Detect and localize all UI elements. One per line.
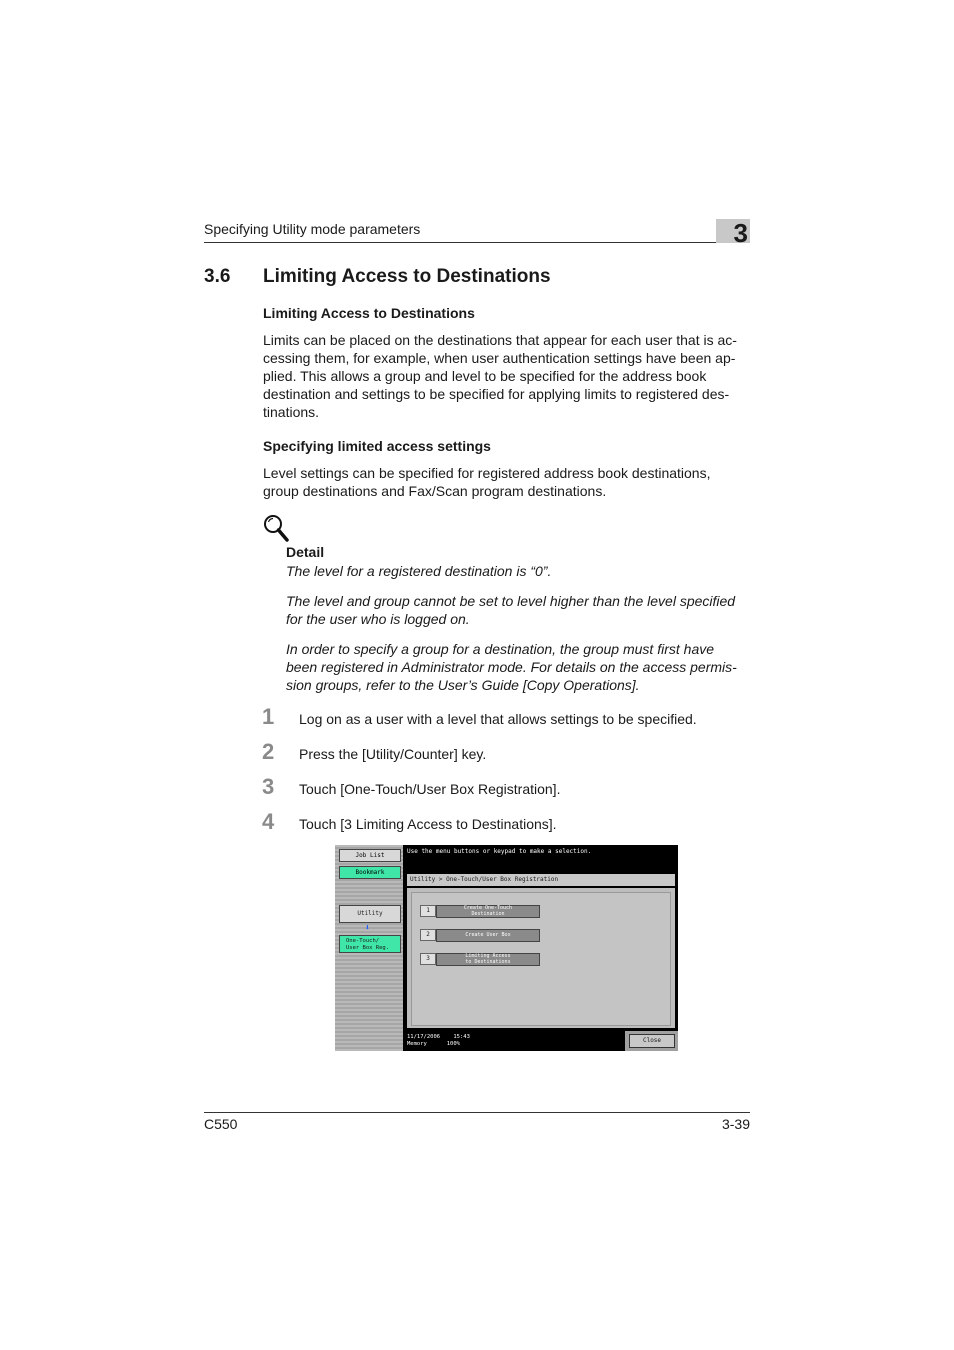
text-line: tinations. — [263, 404, 320, 420]
detail-label: Detail — [286, 544, 325, 560]
footer-rule — [204, 1112, 750, 1113]
section-title: Limiting Access to Destinations — [263, 266, 551, 287]
intro-paragraph — [263, 331, 751, 421]
settings-paragraph — [263, 464, 751, 500]
memory-value: 100% — [446, 1041, 460, 1047]
left-panel — [335, 845, 403, 1051]
text-line: destination and settings to be specified for applying limits to registered des- — [263, 386, 730, 402]
memory-label: Memory — [407, 1041, 427, 1047]
step-number: 3 — [262, 774, 275, 799]
step-text: Touch [One-Touch/User Box Registration]. — [299, 781, 561, 797]
button-label-line: Create User Box — [465, 932, 511, 938]
footer-page-number: 3-39 — [721, 1116, 750, 1132]
detail-note: The level for a registered destination is “0”. — [286, 563, 552, 579]
screen-message: Use the menu buttons or keypad to make a selection. — [407, 848, 592, 855]
step-number: 1 — [262, 704, 275, 729]
step-text: Log on as a user with a level that allows settings to be specified. — [299, 711, 697, 727]
button-label-line: User Box Reg. — [346, 945, 390, 951]
chapter-number-box — [716, 218, 750, 248]
step-number: 2 — [262, 739, 275, 764]
text-line: for the user who is logged on. — [286, 611, 470, 627]
close-button[interactable]: Close — [629, 1034, 675, 1048]
text-line: group destinations and Fax/Scan program destinations. — [263, 483, 607, 499]
menu-item-number: 1 — [420, 905, 436, 917]
text-line: sion groups, refer to the User’s Guide [Copy Operations]. — [286, 677, 640, 693]
button-label-line: Destination — [471, 910, 505, 917]
down-arrow-icon: ⬇ — [365, 923, 370, 932]
header-rule — [204, 242, 750, 243]
subsection-heading: Limiting Access to Destinations — [263, 305, 475, 321]
menu-item-number: 3 — [420, 953, 436, 965]
text-line: The level and group cannot be set to level higher than the level specified — [286, 593, 736, 609]
step-text: Press the [Utility/Counter] key. — [299, 746, 487, 762]
text-line: In order to specify a group for a destination, the group must first have — [286, 641, 715, 657]
button-label-line: Create One-Touch — [463, 905, 513, 911]
menu-list — [411, 892, 671, 1026]
chapter-number: 3 — [733, 218, 748, 248]
text-line: cessing them, for example, when user authentication settings have been ap- — [263, 350, 736, 366]
text-line: been registered in Administrator mode. For details on the access permis- — [286, 659, 737, 675]
button-label-line: Limiting Access — [465, 953, 511, 959]
status-bar — [405, 1034, 627, 1051]
create-onetouch-destination-button[interactable] — [436, 905, 540, 918]
menu-item-number: 2 — [420, 929, 436, 941]
detail-note — [286, 640, 752, 694]
button-label-line: to Destinations — [465, 958, 511, 965]
limiting-access-button[interactable] — [436, 953, 540, 966]
date-readout: 11/17/2006 — [407, 1034, 441, 1040]
magnifier-icon — [263, 514, 289, 542]
onetouch-userbox-button[interactable] — [339, 935, 401, 953]
subsection-heading: Specifying limited access settings — [263, 438, 491, 454]
time-readout: 15:43 — [453, 1034, 470, 1040]
running-header: Specifying Utility mode parameters — [204, 221, 421, 237]
bookmark-button[interactable]: Bookmark — [339, 866, 401, 879]
step-text: Touch [3 Limiting Access to Destinations]. — [299, 816, 557, 832]
text-line: Limits can be placed on the destinations that appear for each user that is ac- — [263, 332, 737, 348]
detail-note — [286, 592, 752, 628]
utility-button[interactable]: Utility — [339, 905, 401, 923]
breadcrumb: Utility > One-Touch/User Box Registration — [407, 874, 675, 886]
footer-model: C550 — [204, 1116, 238, 1132]
button-label-line: One-Touch/ — [346, 938, 380, 944]
step-number: 4 — [262, 809, 275, 834]
close-area — [625, 1031, 678, 1051]
menu-content — [407, 888, 675, 1028]
control-panel-screenshot — [335, 845, 678, 1051]
text-line: Level settings can be specified for registered address book destinations, — [263, 465, 711, 481]
create-user-box-button[interactable] — [436, 929, 540, 942]
section-number: 3.6 — [204, 266, 231, 287]
text-line: plied. This allows a group and level to be specified for the address book — [263, 368, 707, 384]
job-list-button[interactable]: Job List — [339, 849, 401, 862]
